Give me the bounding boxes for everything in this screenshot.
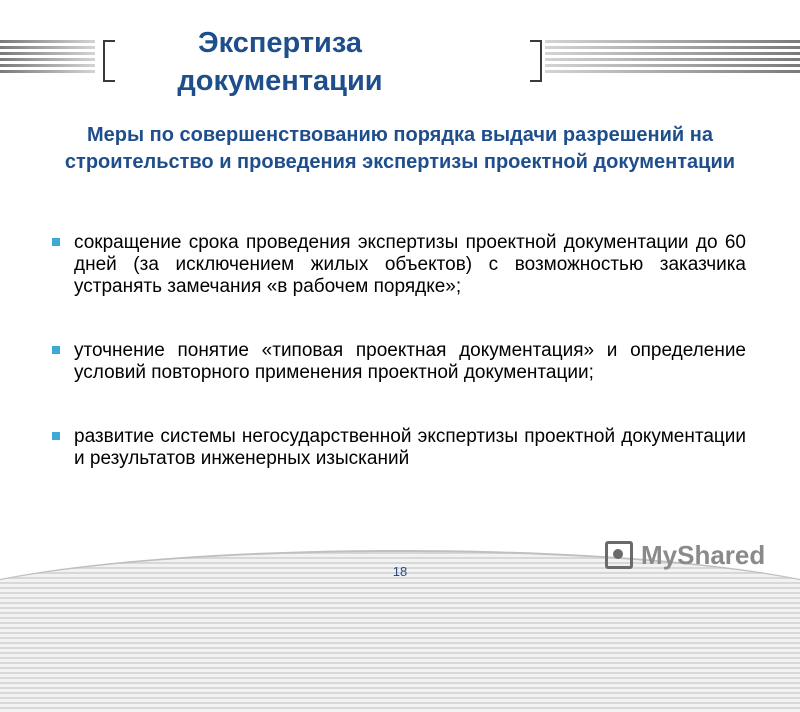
bullet-item (50, 340, 746, 384)
slide-title: Экспертиза документации (177, 27, 383, 97)
square-bullet-icon (52, 238, 60, 246)
presentation-icon (605, 541, 633, 569)
title-bracket-left (103, 40, 115, 82)
bullet-list (50, 232, 746, 512)
header-stripes-right (545, 40, 800, 80)
bullet-text: развитие системы негосударственной экспертизы проектной документации и результатов инженерных изысканий (74, 426, 746, 469)
bullet-text: сокращение срока проведения экспертизы проектной документации до 60 дней (за исключением жилых объектов) с возможностью заказчика устранять замечания «в рабочем порядке»; (74, 232, 746, 297)
bullet-item (50, 426, 746, 470)
header-stripes-left (0, 40, 95, 80)
bullet-item (50, 232, 746, 298)
slide-subtitle: Меры по совершенствованию порядка выдачи разрешений на строительство и проведения экспертизы проектной документации (64, 124, 736, 173)
site-logo (605, 535, 765, 575)
bullet-text: уточнение понятие «типовая проектная документация» и определение условий повторного применения проектной документации; (74, 340, 746, 383)
square-bullet-icon (52, 346, 60, 354)
page-number: 18 (392, 564, 408, 579)
square-bullet-icon (52, 432, 60, 440)
logo-text: MyShared (641, 539, 766, 570)
title-bracket-right (530, 40, 542, 82)
